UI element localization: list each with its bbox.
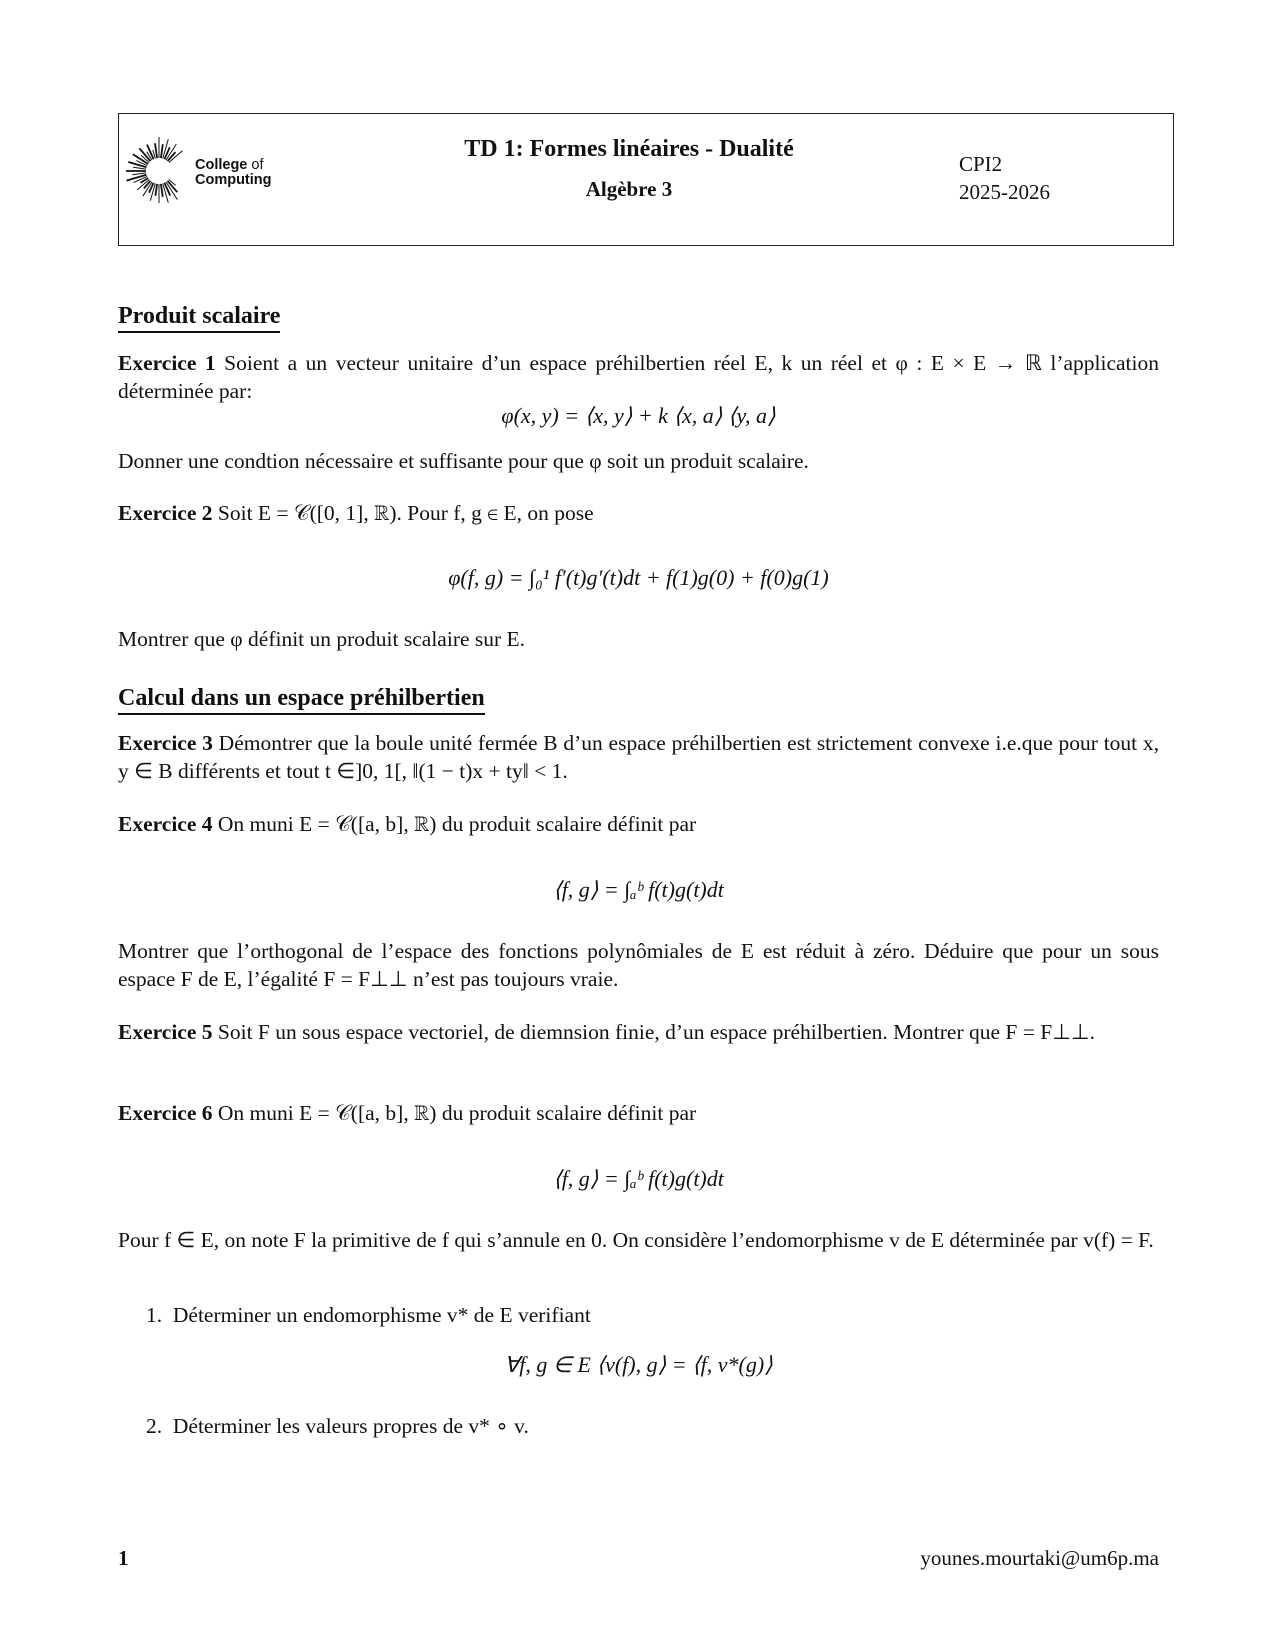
logo-computing: Computing: [195, 172, 272, 188]
document-title: TD 1: Formes linéaires - Dualité: [464, 136, 794, 162]
exercise-label: Exercice 5: [118, 1020, 213, 1044]
header-box: [118, 113, 1174, 246]
exercise-text: Pour f ∈ E, on note F la primitive de f qui s’annule en 0. On considère l’endomorphisme v de E déterminée par v(f) = F.: [118, 1228, 1154, 1252]
document-subtitle: Algèbre 3: [585, 177, 673, 201]
list-item: [146, 1301, 1146, 1329]
exercise-label: Exercice 1: [118, 351, 216, 375]
list-text: Déterminer un endomorphisme v* de E verifiant: [172, 1303, 591, 1327]
list-number: 2.: [146, 1414, 163, 1438]
exercise-6: [118, 1099, 1159, 1127]
exercise-text: Donner une condtion nécessaire et suffisante pour que φ soit un produit scalaire.: [118, 449, 809, 473]
logo-of: of: [251, 157, 264, 173]
exercise-text: On muni E = 𝒞([a, b], ℝ) du produit scalaire définit par: [217, 812, 697, 836]
exercise-3: [118, 729, 1159, 785]
list-text: Déterminer les valeurs propres de v* ∘ v.: [172, 1414, 529, 1438]
exercise-1: [118, 349, 1159, 405]
equation: ⟨f, g⟩ = ∫ₐᵇ f(t)g(t)dt: [553, 877, 724, 902]
section-heading: Produit scalaire: [118, 302, 280, 333]
page-number: 1: [118, 1546, 129, 1570]
exercise-text: Soit F un sous espace vectoriel, de diemnsion finie, d’un espace préhilbertien. Montrer que F = F⊥⊥.: [217, 1020, 1096, 1044]
logo-college: College: [195, 157, 248, 173]
exercise-label: Exercice 4: [118, 812, 213, 836]
equation: ∀f, g ∈ E ⟨v(f), g⟩ = ⟨f, v*(g)⟩: [504, 1352, 773, 1377]
exercise-label: Exercice 6: [118, 1101, 213, 1125]
class-label: CPI2: [959, 152, 1003, 176]
equation: φ(x, y) = ⟨x, y⟩ + k ⟨x, a⟩ ⟨y, a⟩: [501, 403, 776, 428]
exercise-text: On muni E = 𝒞([a, b], ℝ) du produit scalaire définit par: [217, 1101, 697, 1125]
exercise-text: Soit E = 𝒞([0, 1], ℝ). Pour f, g ∈ E, on pose: [217, 501, 594, 525]
section-heading: Calcul dans un espace préhilbertien: [118, 684, 485, 715]
exercise-text: Soient a un vecteur unitaire d’un espace préhilbertien réel E, k un réel et φ : E × E → ℝ l’application déterminée par:: [118, 351, 1160, 403]
equation: ⟨f, g⟩ = ∫ₐᵇ f(t)g(t)dt: [553, 1166, 724, 1191]
exercise-5: [118, 1018, 1159, 1046]
exercise-4: [118, 810, 1159, 838]
logo-text: [195, 158, 272, 188]
year-label: 2025-2026: [959, 180, 1050, 204]
list-item: [146, 1412, 1146, 1440]
equation: φ(f, g) = ∫₀¹ f′(t)g′(t)dt + f(1)g(0) + f(0)g(1): [448, 565, 829, 590]
exercise-label: Exercice 2: [118, 501, 213, 525]
exercise-text: Montrer que l’orthogonal de l’espace des fonctions polynômiales de E est réduit à zéro. Déduire que pour un sous espace F de E, l’égalité F = F⊥⊥ n’est pas toujours vraie.: [118, 939, 1159, 991]
exercise-text: Démontrer que la boule unité fermée B d’un espace préhilbertien est strictement convexe i.e.que pour tout x, y ∈ B différents et tout t ∈]0, 1[, ‖(1 − t)x + ty‖ < 1.: [118, 731, 1160, 783]
exercise-label: Exercice 3: [118, 731, 213, 755]
author-email: younes.mourtaki@um6p.ma: [920, 1546, 1159, 1570]
list-number: 1.: [146, 1303, 163, 1327]
college-of-computing-logo-icon: [124, 136, 194, 206]
exercise-2: [118, 499, 1159, 527]
exercise-text: Montrer que φ définit un produit scalaire sur E.: [118, 627, 526, 651]
